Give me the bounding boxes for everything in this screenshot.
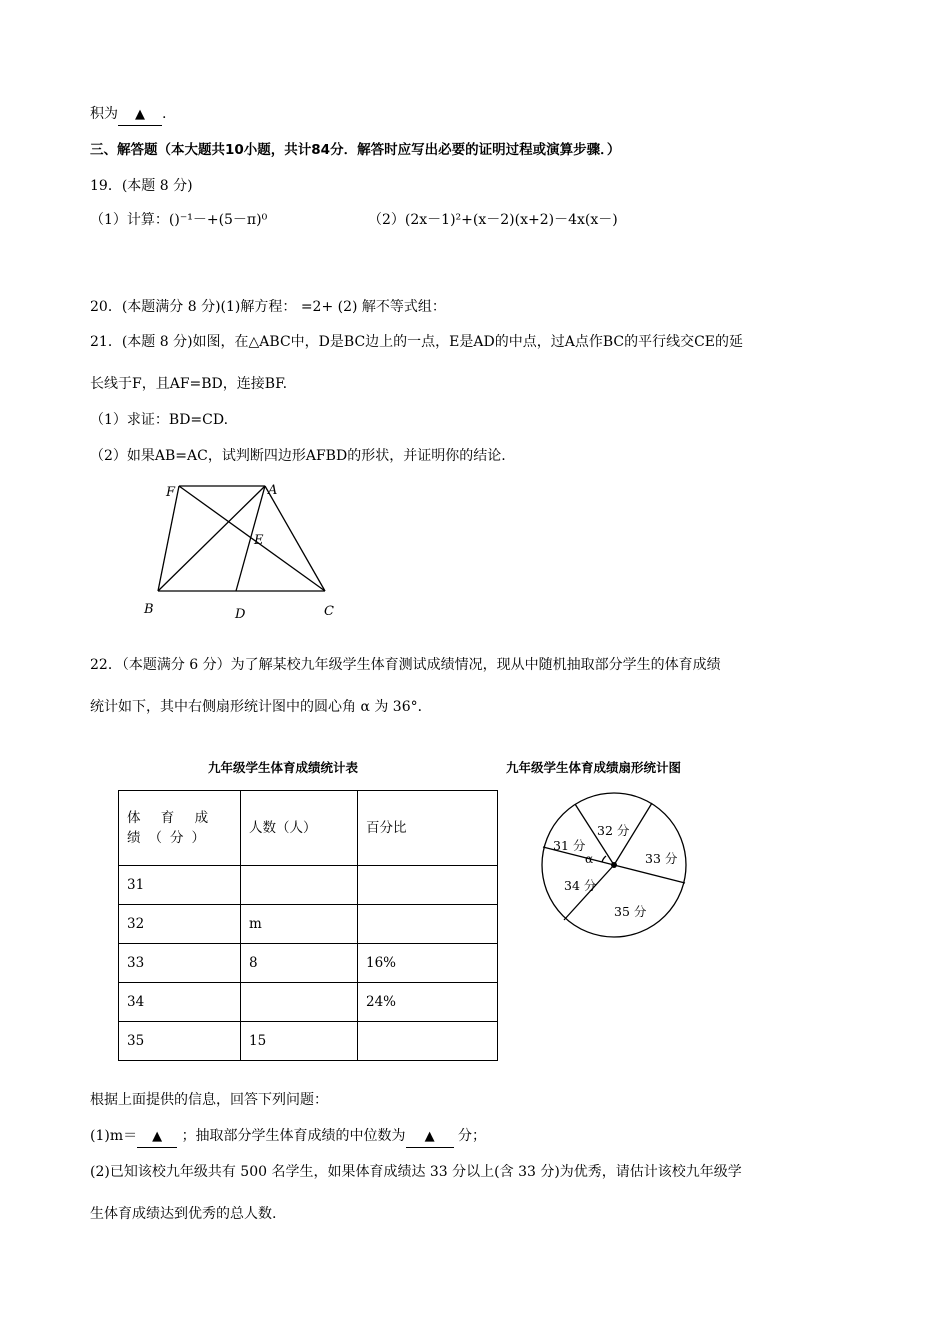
label-B: B <box>144 602 154 617</box>
answer-blank: ▲ <box>118 105 162 126</box>
cell-percent <box>358 905 498 944</box>
cell-score: 35 <box>119 1022 241 1061</box>
geometry-figure <box>140 478 360 628</box>
cell-count: m <box>241 905 358 944</box>
header-score <box>119 791 241 866</box>
segment-FB <box>158 486 179 591</box>
q21-part2: （2）如果AB=AC，试判断四边形AFBD的形状，并证明你的结论. <box>90 448 506 464</box>
table-row <box>119 866 498 905</box>
q22-line1: 22．（本题满分 6 分）为了解某校九年级学生体育测试成绩情况，现从中随机抽取部分学生的体育成绩 <box>90 657 721 673</box>
q22-line2: 统计如下，其中右侧扇形统计图中的圆心角 α 为 36°． <box>90 699 432 715</box>
q19-title: 19．(本题 8 分) <box>90 178 193 194</box>
q20-text: 20．(本题满分 8 分)(1)解方程： =2+ (2) 解不等式组： <box>90 299 446 315</box>
segment-FC <box>179 486 325 591</box>
q1-blank-median: ▲ <box>406 1127 454 1148</box>
prev-answer-text: 积为 <box>90 106 118 122</box>
header-score-text: 体 育 成 绩（分） <box>127 810 217 846</box>
pie-label-34: 34 分 <box>564 878 597 893</box>
question-2-line1: (2)已知该校九年级共有 500 名学生，如果体育成绩达 33 分以上(含 33 分)为优秀，请估计该校九年级学 <box>90 1164 742 1180</box>
segment-AB <box>158 486 265 591</box>
pie-label-32: 32 分 <box>597 823 630 838</box>
section3-title: 三、解答题（本大题共10小题，共计84分．解答时应写出必要的证明过程或演算步骤．） <box>90 142 621 158</box>
pie-caption: 九年级学生体育成绩扇形统计图 <box>506 760 682 775</box>
label-C: C <box>324 604 334 619</box>
header-count: 人数（人） <box>241 791 358 866</box>
cell-score: 33 <box>119 944 241 983</box>
cell-percent <box>358 1022 498 1061</box>
q1-blank-m: ▲ <box>137 1127 177 1148</box>
label-A: A <box>268 483 278 498</box>
q19-part1: （1）计算：()⁻¹－+(5－π)⁰ <box>90 212 268 228</box>
cell-percent: 16% <box>358 944 498 983</box>
label-E: E <box>254 533 264 548</box>
alpha-arc <box>602 856 606 862</box>
cell-count: 15 <box>241 1022 358 1061</box>
q19-part2: （2）(2x－1)²+(x－2)(x+2)－4x(x－) <box>368 212 618 228</box>
pie-label-35: 35 分 <box>614 904 647 919</box>
cell-count: 8 <box>241 944 358 983</box>
table-row <box>119 1022 498 1061</box>
q1-text-a: (1)m＝ <box>90 1128 138 1144</box>
label-D: D <box>235 607 246 622</box>
q1-text-c: 分； <box>458 1128 487 1144</box>
question-1 <box>90 1126 486 1148</box>
table-row <box>119 944 498 983</box>
questions-intro: 根据上面提供的信息，回答下列问题： <box>90 1092 328 1108</box>
cell-count <box>241 866 358 905</box>
question-2-line2: 生体育成绩达到优秀的总人数. <box>90 1206 277 1222</box>
q21-line1: 21．(本题 8 分)如图，在△ABC中，D是BC边上的一点，E是AD的中点，过A点作BC的平行线交CE的延 <box>90 334 744 350</box>
label-F: F <box>166 485 176 500</box>
pie-center <box>611 862 617 868</box>
table-row <box>119 905 498 944</box>
pie-label-31: 31 分 <box>553 838 586 853</box>
period: . <box>162 106 167 122</box>
cell-percent: 24% <box>358 983 498 1022</box>
pie-label-33: 33 分 <box>645 851 678 866</box>
alpha-label: α <box>585 852 594 866</box>
pie-chart <box>535 790 695 945</box>
table-header-row <box>119 791 498 866</box>
q21-part1: （1）求证：BD=CD. <box>90 412 229 428</box>
header-percent: 百分比 <box>358 791 498 866</box>
score-table <box>118 790 498 1061</box>
table-caption: 九年级学生体育成绩统计表 <box>208 760 359 775</box>
q21-line2: 长线于F，且AF=BD，连接BF. <box>90 376 288 392</box>
answer-line-prev <box>90 104 166 126</box>
cell-count <box>241 983 358 1022</box>
segment-AC <box>265 486 325 591</box>
cell-score: 32 <box>119 905 241 944</box>
q1-text-b: ；抽取部分学生体育成绩的中位数为 <box>181 1128 406 1144</box>
table-row <box>119 983 498 1022</box>
cell-percent <box>358 866 498 905</box>
cell-score: 34 <box>119 983 241 1022</box>
pie-divider <box>614 865 685 883</box>
cell-score: 31 <box>119 866 241 905</box>
